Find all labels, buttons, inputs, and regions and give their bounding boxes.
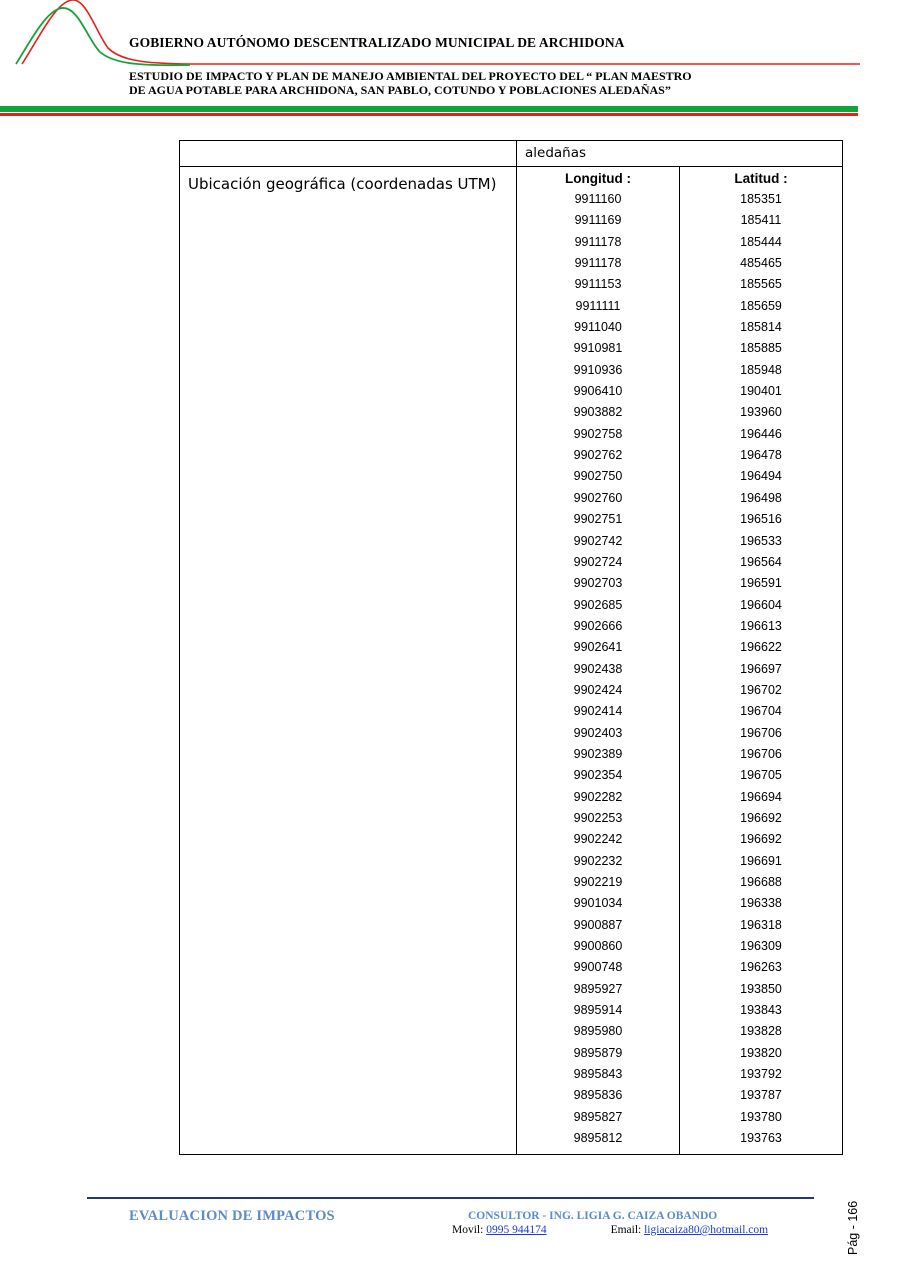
longitude-value: 9903882 (573, 405, 623, 420)
longitude-value: 9895827 (573, 1109, 623, 1124)
latitude-value: 196516 (740, 512, 782, 527)
longitude-value: 9911160 (574, 192, 622, 206)
aledanas-cell: aledañas (517, 141, 843, 167)
latitude-value: 196692 (740, 810, 782, 825)
longitude-value: 9902641 (573, 640, 623, 655)
longitude-value: 9900748 (573, 960, 623, 975)
latitude-value: 196446 (740, 426, 782, 441)
latitude-value: 196704 (740, 704, 782, 719)
latitude-value: 185948 (740, 362, 782, 377)
longitude-value: 9902666 (573, 618, 623, 633)
empty-cell (180, 141, 517, 167)
longitude-value: 9911111 (575, 298, 621, 313)
longitude-value: 9902253 (573, 810, 623, 825)
latitude-value: 196263 (740, 960, 782, 975)
latitude-value: 193843 (740, 1003, 782, 1018)
latitude-value: 190401 (740, 384, 782, 399)
latitude-value: 196533 (740, 533, 782, 548)
longitude-value: 9911178 (574, 256, 622, 271)
header-band-red (0, 113, 858, 116)
longitude-value: 9900860 (573, 939, 623, 954)
latitude-value: 193787 (740, 1088, 782, 1103)
longitude-value: 9902751 (573, 512, 623, 527)
longitude-value: 9895927 (573, 981, 623, 996)
latitude-value: 193960 (740, 405, 782, 420)
latitude-value: 196309 (740, 939, 782, 954)
latitude-value: 196604 (740, 597, 782, 612)
latitude-value: 196498 (740, 490, 782, 505)
longitude-value: 9911153 (574, 277, 622, 292)
latitude-value: 196691 (740, 853, 782, 868)
page-number: Pág - 166 (846, 1200, 860, 1255)
logo-red-curve (22, 0, 860, 64)
longitude-value: 9895843 (573, 1067, 623, 1082)
table-row (180, 167, 843, 1155)
email-label: Email: (610, 1224, 645, 1236)
latitude-value: 185444 (740, 234, 782, 249)
latitude-header: Latitud : (734, 171, 788, 186)
longitude-value: 9902742 (573, 533, 623, 548)
latitude-value: 185659 (740, 298, 782, 313)
latitude-value: 196692 (740, 832, 782, 847)
longitude-value: 9911169 (574, 213, 622, 228)
longitude-value: 9902242 (573, 832, 623, 847)
longitude-value: 9902685 (573, 597, 623, 612)
latitude-value: 196478 (740, 448, 782, 463)
latitude-value: 196694 (740, 789, 782, 804)
project-title-line-2: DE AGUA POTABLE PARA ARCHIDONA, SAN PABLO, COTUNDO Y POBLACIONES ALEDAÑAS” (129, 83, 671, 97)
latitude-value: 196688 (740, 875, 782, 889)
longitude-value: 9910936 (573, 362, 623, 377)
footer-consultant: CONSULTOR - ING. LIGIA G. CAIZA OBANDO (468, 1210, 718, 1222)
latitude-value: 185885 (740, 341, 782, 356)
latitude-value: 193780 (740, 1109, 782, 1124)
latitude-value: 185411 (740, 213, 782, 228)
longitude-value: 9902760 (573, 490, 623, 505)
longitude-value: 9910981 (573, 341, 623, 356)
latitude-value: 196338 (740, 896, 782, 911)
longitude-value: 9902354 (573, 768, 623, 783)
latitude-value: 196318 (740, 917, 782, 932)
longitude-value: 9902438 (573, 661, 623, 676)
longitude-header: Longitud : (565, 171, 631, 186)
longitude-value: 9895914 (573, 1003, 623, 1018)
longitude-value: 9902232 (573, 853, 623, 868)
coordinates-table (179, 140, 843, 1155)
longitude-value: 9902424 (573, 682, 623, 697)
latitude-value: 196702 (740, 682, 782, 697)
mobile-link[interactable]: 0995 944174 (486, 1224, 547, 1236)
project-title-line-1: ESTUDIO DE IMPACTO Y PLAN DE MANEJO AMBIENTAL DEL PROYECTO DEL “ PLAN MAESTRO (129, 69, 692, 83)
latitude-value: 485465 (740, 256, 782, 271)
longitude-value: 9911040 (574, 320, 622, 335)
latitude-value: 196622 (740, 640, 782, 655)
location-label: Ubicación geográfica (coordenadas UTM) (180, 167, 517, 1155)
latitude-values (680, 189, 842, 1154)
latitude-value: 196706 (740, 725, 782, 740)
longitude-value: 9895836 (573, 1088, 623, 1103)
longitude-value: 9902758 (573, 426, 623, 441)
latitude-value: 193820 (740, 1045, 782, 1060)
longitude-value: 9906410 (573, 384, 623, 399)
longitude-value: 9902724 (573, 554, 623, 569)
longitude-value: 9895812 (573, 1131, 623, 1146)
latitude-value: 196705 (740, 768, 782, 783)
footer-section-title: EVALUACION DE IMPACTOS (129, 1208, 335, 1224)
longitude-value: 9902403 (573, 725, 623, 740)
latitude-value: 196697 (740, 661, 782, 676)
latitude-value: 185814 (740, 320, 782, 335)
latitude-value: 193850 (740, 981, 782, 996)
longitude-value: 9895980 (573, 1024, 623, 1039)
longitude-value: 9902219 (573, 875, 623, 889)
longitude-value: 9902703 (573, 576, 623, 591)
longitude-value: 9901034 (573, 896, 623, 911)
header-band-green (0, 106, 858, 112)
longitude-value: 9902762 (573, 448, 623, 463)
latitude-value: 196706 (740, 746, 782, 761)
longitude-value: 9895879 (573, 1045, 623, 1060)
longitude-value: 9902282 (573, 789, 623, 804)
latitude-value: 193792 (740, 1067, 782, 1082)
longitude-value: 9911178 (574, 234, 622, 249)
mobile-label: Movil: (452, 1224, 487, 1236)
latitude-value: 196613 (740, 618, 782, 633)
latitude-value: 196494 (740, 469, 782, 484)
footer-divider (87, 1197, 814, 1199)
footer-contact (452, 1224, 768, 1236)
latitude-value: 185565 (740, 277, 782, 292)
latitude-value: 185351 (740, 192, 782, 206)
longitude-value: 9902389 (573, 746, 623, 761)
latitude-value: 196591 (740, 576, 782, 591)
longitude-value: 9902414 (573, 704, 623, 719)
longitude-value: 9902750 (573, 469, 623, 484)
latitude-value: 193828 (740, 1024, 782, 1039)
latitude-value: 196564 (740, 554, 782, 569)
email-link[interactable]: ligiacaiza80@hotmail.com (644, 1224, 769, 1236)
organization-title: GOBIERNO AUTÓNOMO DESCENTRALIZADO MUNICIPAL DE ARCHIDONA (129, 35, 625, 50)
longitude-value: 9900887 (573, 917, 623, 932)
project-title (129, 69, 829, 97)
table-row (180, 141, 843, 167)
latitude-value: 193763 (740, 1131, 782, 1146)
latitude-column (680, 167, 843, 1155)
longitude-values (517, 189, 679, 1154)
longitude-column (517, 167, 680, 1155)
